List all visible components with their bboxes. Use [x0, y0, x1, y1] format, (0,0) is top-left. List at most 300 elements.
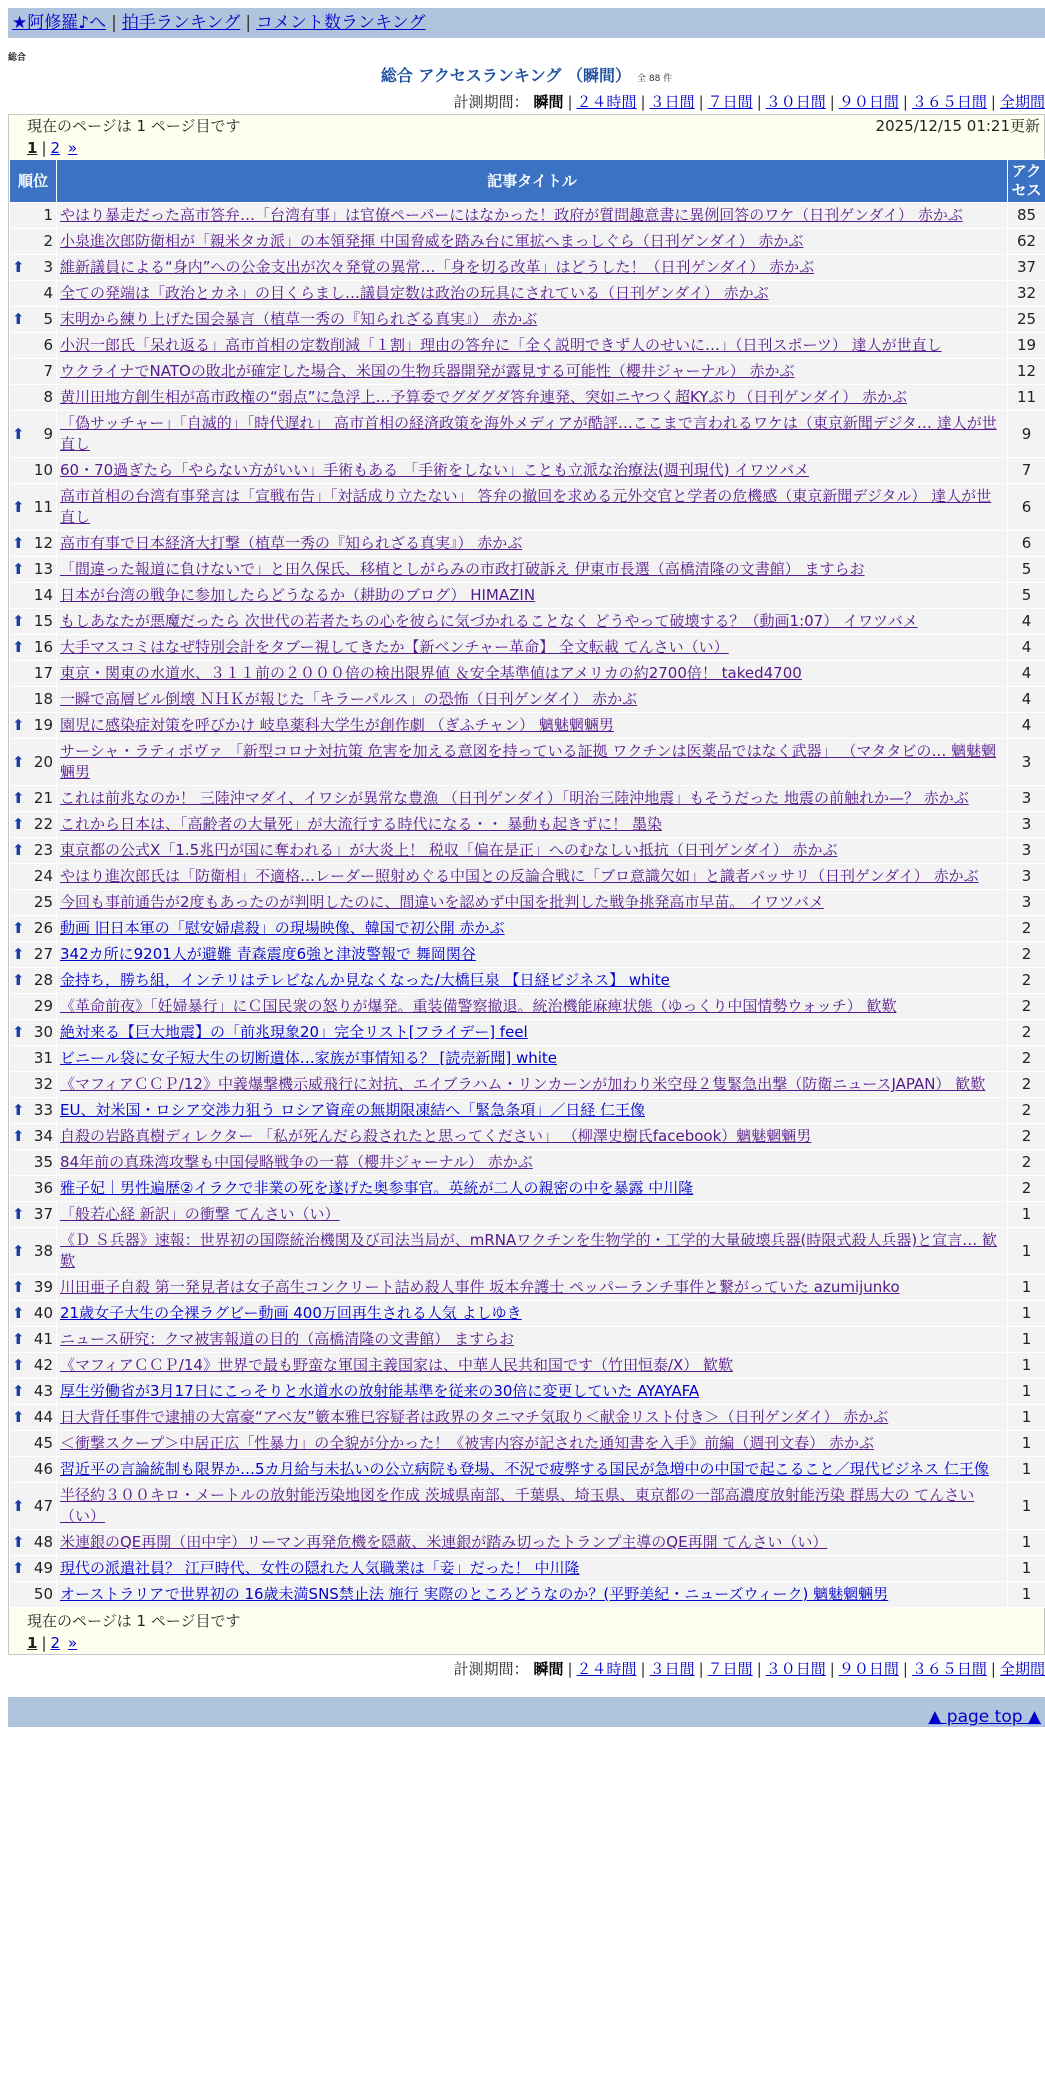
article-link[interactable]: 金持ち，勝ち組，インテリはテレビなんか見なくなった/大橋巨泉 【日経ビジネス】 white [60, 971, 670, 989]
access-count: 2 [1008, 968, 1045, 993]
article-link[interactable]: 日大背任事件で逮捕の大富豪“アベ友”籔本雅巳容疑者は政界のタニマチ気取り＜献金リスト付き＞（日刊ゲンダイ） 赤かぶ [60, 1408, 889, 1426]
ranking-heading [8, 64, 1045, 90]
access-count: 85 [1008, 203, 1045, 228]
rank-cell [10, 713, 56, 738]
access-count: 2 [1008, 1072, 1045, 1097]
period-link-365d-bottom[interactable]: ３６５日間 [911, 1660, 987, 1678]
up-arrow-icon: ⬆ [12, 1408, 25, 1426]
table-row [10, 229, 1045, 254]
access-count: 3 [1008, 890, 1045, 915]
article-link[interactable]: 今回も事前通告が2度もあったのが判明したのに、間違いを認めず中国を批判した戦争挑発高市早苗。 イワツバメ [60, 893, 824, 911]
title-cell [57, 1405, 1007, 1430]
article-link[interactable]: 「間違った報道に負けないで」と田久保氏、移植としがらみの市政打破訴え 伊東市長選（高橋清隆の文書館） ますらお [60, 560, 865, 578]
rank-number: 27 [33, 945, 53, 963]
article-link[interactable]: 黄川田地方創生相が高市政権の“弱点”に急浮上…予算委でグダグダ答弁連発、突如ニヤつく超KYぶり（日刊ゲンダイ） 赤かぶ [60, 388, 907, 406]
rank-number: 12 [33, 534, 53, 552]
access-header: アクセス [1008, 160, 1045, 202]
rank-cell [10, 687, 56, 712]
access-count: 2 [1008, 1046, 1045, 1071]
up-arrow-icon: ⬆ [12, 945, 25, 963]
article-link[interactable]: 大手マスコミはなぜ特別会計をタブー視してきたか【新ベンチャー革命】 全文転載 てんさい（い） [60, 638, 729, 656]
pager-page-2-bottom[interactable]: 2 [50, 1634, 61, 1652]
title-cell [57, 583, 1007, 608]
article-link[interactable]: 60・70過ぎたら「やらない方がいい」手術もある 「手術をしない」ことも立派な治療法(週刊現代) イワツバメ [60, 461, 810, 479]
title-cell [57, 1353, 1007, 1378]
rank-number: 8 [43, 388, 53, 406]
title-cell [57, 994, 1007, 1019]
rank-number: 47 [33, 1496, 53, 1515]
rank-header: 順位 [10, 160, 56, 202]
title-cell [57, 1530, 1007, 1555]
rank-number: 5 [43, 310, 53, 328]
rank-cell [10, 1124, 56, 1149]
article-link[interactable]: 絶対来る【巨大地震】の「前兆現象20」完全リスト[フライデー] feel [60, 1023, 528, 1041]
up-arrow-icon: ⬆ [12, 1205, 25, 1223]
article-link[interactable]: サーシャ・ラティポヴァ 「新型コロナ対抗策 危害を加える意図を持っている証拠 ワクチンは医薬品ではなく武器」 （マタタビの… 魑魅魍魎男 [60, 742, 997, 781]
rank-cell [10, 484, 56, 530]
period-selector-bottom: 計測期間： 瞬間 | ２４時間 | ３日間 | ７日間 | ３０日間 | ９０日間 | ３６５日間 | 全期間 [453, 1660, 1045, 1678]
access-count: 2 [1008, 916, 1045, 941]
access-count: 6 [1008, 484, 1045, 530]
rank-cell [10, 333, 56, 358]
access-count: 1 [1008, 1327, 1045, 1352]
rank-number: 3 [43, 258, 53, 276]
up-arrow-icon: ⬆ [12, 1127, 25, 1145]
up-arrow-icon: ⬆ [12, 716, 25, 734]
table-row [10, 1431, 1045, 1456]
rank-number: 20 [33, 752, 53, 771]
access-count: 4 [1008, 635, 1045, 660]
period-label: 計測期間： [453, 93, 529, 111]
page-top-link[interactable]: ▲ page top ▲ [928, 1707, 1041, 1727]
period-link-24h[interactable]: ２４時間 [576, 93, 637, 111]
table-row [10, 1275, 1045, 1300]
period-link-90d-bottom[interactable]: ９０日間 [838, 1660, 899, 1678]
table-row [10, 1072, 1045, 1097]
access-count: 2 [1008, 1124, 1045, 1149]
table-row [10, 333, 1045, 358]
pager-page-2[interactable]: 2 [50, 139, 61, 157]
access-count: 9 [1008, 411, 1045, 457]
access-count: 1 [1008, 1431, 1045, 1456]
comment-ranking-link[interactable]: コメント数ランキング [256, 13, 426, 33]
up-arrow-icon: ⬆ [12, 1496, 25, 1515]
pager-bottom: 1 | 2 » [27, 1634, 78, 1652]
period-label-bottom: 計測期間： [453, 1660, 529, 1678]
period-link-3d[interactable]: ３日間 [649, 93, 695, 111]
up-arrow-icon: ⬆ [12, 1304, 25, 1322]
table-row [10, 1150, 1045, 1175]
article-link[interactable]: 習近平の言論統制も限界か…5カ月給与未払いの公立病院も登場、不況で疲弊する国民が急増中の中国で起こること／現代ビジネス 仁王像 [60, 1460, 989, 1478]
article-link[interactable]: 高市首相の台湾有事発言は「宣戦布告」「対話成り立たない」 答弁の撤回を求める元外交官と学者の危機感（東京新聞デジタル） 達人が世直し [60, 487, 992, 526]
article-link[interactable]: 《革命前夜》「妊婦暴行」にＣ国民衆の怒りが爆発。重装備警察撤退。統治機能麻痺状態（ゆっくり中国情勢ウォッチ） 歓歎 [60, 997, 897, 1015]
page-title: 総合 アクセスランキング （瞬間） [380, 66, 631, 85]
clap-ranking-link[interactable]: 拍手ランキング [121, 13, 241, 33]
rank-cell [10, 359, 56, 384]
rank-cell [10, 1530, 56, 1555]
up-arrow-icon: ⬆ [12, 560, 25, 578]
rank-number: 32 [33, 1075, 53, 1093]
rank-number: 26 [33, 919, 53, 937]
title-cell [57, 1098, 1007, 1123]
rank-number: 36 [33, 1179, 53, 1197]
article-link[interactable]: ＜衝撃スクープ＞中居正広「性暴力」の全貌が分かった！《被害内容が記された通知書を入手》前編（週刊文春） 赤かぶ [60, 1434, 875, 1452]
access-count: 4 [1008, 713, 1045, 738]
rank-number: 22 [33, 815, 53, 833]
up-arrow-icon: ⬆ [12, 534, 25, 552]
up-arrow-icon: ⬆ [12, 1101, 25, 1119]
rank-cell [10, 661, 56, 686]
article-link[interactable]: 342カ所に9201人が避難 青森震度6強と津波警報で 舞岡関谷 [60, 945, 476, 963]
period-link-all[interactable]: 全期間 [999, 93, 1045, 111]
access-count: 2 [1008, 1098, 1045, 1123]
table-row [10, 1124, 1045, 1149]
title-cell [57, 1228, 1007, 1274]
table-row [10, 786, 1045, 811]
rank-cell [10, 916, 56, 941]
table-row [10, 1301, 1045, 1326]
access-count: 1 [1008, 1457, 1045, 1482]
title-cell [57, 786, 1007, 811]
page-info-bottom [9, 1610, 1044, 1632]
title-cell [57, 255, 1007, 280]
table-row [10, 1353, 1045, 1378]
title-cell [57, 916, 1007, 941]
current-page-text: 現在のページは 1 ページ目です [27, 117, 241, 135]
title-cell [57, 1556, 1007, 1581]
rank-number: 23 [33, 841, 53, 859]
access-count: 1 [1008, 1353, 1045, 1378]
title-cell [57, 1072, 1007, 1097]
access-count: 5 [1008, 583, 1045, 608]
period-selector-top: 計測期間： 瞬間 | ２４時間 | ３日間 | ７日間 | ３０日間 | ９０日間 | ３６５日間 | 全期間 [453, 93, 1045, 111]
article-link[interactable]: これは前兆なのか！ 三陸沖マダイ、イワシが異常な豊漁 （日刊ゲンダイ）「明治三陸沖地震」もそうだった 地震の前触れか—？ 赤かぶ [60, 789, 969, 807]
rank-number: 15 [33, 612, 53, 630]
article-link[interactable]: 21歳女子大生の全裸ラグビー動画 400万回再生される人気 よしゆき [60, 1304, 522, 1322]
table-row [10, 307, 1045, 332]
article-link[interactable]: 米連銀のQE再開（田中宇）リーマン再発危機を隠蔽、米連銀が踏み切ったトランプ主導のQE再開 てんさい（い） [60, 1533, 828, 1551]
access-count: 3 [1008, 812, 1045, 837]
rank-cell [10, 557, 56, 582]
up-arrow-icon: ⬆ [12, 752, 25, 771]
article-link[interactable]: 厚生労働省が3月17日にこっそりと水道水の放射能基準を従来の30倍に変更していた AYAYAFA [60, 1382, 700, 1400]
rank-number: 21 [33, 789, 53, 807]
up-arrow-icon: ⬆ [12, 841, 25, 859]
rank-number: 9 [43, 424, 53, 443]
article-link[interactable]: 雅子妃｜男性遍歴②イラクで非業の死を遂げた奥参事官。英統が二人の親密の中を暴露 中川隆 [60, 1179, 694, 1197]
title-cell [57, 557, 1007, 582]
access-count: 1 [1008, 1202, 1045, 1227]
rank-number: 46 [33, 1460, 53, 1478]
rank-cell [10, 890, 56, 915]
article-link[interactable]: 動画 旧日本軍の「慰安婦虐殺」の現場映像、韓国で初公開 赤かぶ [60, 919, 505, 937]
article-link[interactable]: 《マフィアＣＣＰ/12》中義爆撃機示威飛行に対抗、エイブラハム・リンカーンが加わり米空母２隻緊急出撃（防衛ニュースJAPAN） 歓歎 [60, 1075, 986, 1093]
access-count: 2 [1008, 1176, 1045, 1201]
table-row [10, 661, 1045, 686]
access-count: 1 [1008, 1228, 1045, 1274]
rank-cell [10, 255, 56, 280]
rank-cell [10, 1431, 56, 1456]
pager-next[interactable]: » [68, 139, 78, 157]
up-arrow-icon: ⬆ [12, 815, 25, 833]
table-row [10, 1020, 1045, 1045]
access-count: 25 [1008, 307, 1045, 332]
rank-cell [10, 583, 56, 608]
rank-number: 25 [33, 893, 53, 911]
article-link[interactable]: 「般若心経 新訳」の衝撃 てんさい（い） [60, 1205, 340, 1223]
article-link[interactable]: ウクライナでNATOの敗北が確定した場合、米国の生物兵器開発が露見する可能性（櫻井ジャーナル） 赤かぶ [60, 362, 795, 380]
rank-number: 7 [43, 362, 53, 380]
up-arrow-icon: ⬆ [12, 497, 25, 516]
rank-number: 50 [33, 1585, 53, 1603]
title-cell [57, 1582, 1007, 1607]
title-cell [57, 1202, 1007, 1227]
article-link[interactable]: 84年前の真珠湾攻撃も中国侵略戦争の一幕（櫻井ジャーナル） 赤かぶ [60, 1153, 533, 1171]
rank-cell [10, 229, 56, 254]
article-link[interactable]: ビニール袋に女子短大生の切断遺体…家族が事情知る？ [読売新聞] white [60, 1049, 557, 1067]
rank-cell [10, 1275, 56, 1300]
period-link-90d[interactable]: ９０日間 [838, 93, 899, 111]
category-tag: 総合 [8, 53, 27, 63]
rank-cell [10, 1020, 56, 1045]
asyura-home-link[interactable]: ★阿修羅♪へ [12, 13, 107, 33]
rank-number: 42 [33, 1356, 53, 1374]
table-row [10, 916, 1045, 941]
article-link[interactable]: 高市有事で日本経済大打撃（植草一秀の『知られざる真実』） 赤かぶ [60, 534, 523, 552]
pager-current: 1 [27, 139, 38, 157]
article-link[interactable]: 小沢一郎氏「呆れ返る」高市首相の定数削減「１割」理由の答弁に「全く説明できず人のせいに…」（日刊スポーツ） 達人が世直し [60, 336, 942, 354]
up-arrow-icon: ⬆ [12, 971, 25, 989]
rank-number: 2 [43, 232, 53, 250]
up-arrow-icon: ⬆ [12, 1533, 25, 1551]
article-link[interactable]: オーストラリアで世界初の 16歳未満SNS禁止法 施行 実際のところどうなのか？(平野美紀・ニューズウィーク) 魑魅魍魎男 [60, 1585, 889, 1603]
rank-cell [10, 838, 56, 863]
title-cell [57, 1275, 1007, 1300]
title-cell [57, 661, 1007, 686]
table-row [10, 739, 1045, 785]
table-row [10, 255, 1045, 280]
title-cell [57, 1046, 1007, 1071]
article-link[interactable]: 川田亜子自殺 第一発見者は女子高生コンクリート詰め殺人事件 坂本弁護士 ペッパーランチ事件と繋がっていた azumijunko [60, 1278, 900, 1296]
access-count: 2 [1008, 942, 1045, 967]
rank-cell [10, 1457, 56, 1482]
title-cell [57, 1150, 1007, 1175]
table-row [10, 557, 1045, 582]
table-row [10, 864, 1045, 889]
title-cell [57, 203, 1007, 228]
pager-next-bottom[interactable]: » [68, 1634, 78, 1652]
table-row [10, 1098, 1045, 1123]
table-row [10, 1582, 1045, 1607]
period-link-365d[interactable]: ３６５日間 [911, 93, 987, 111]
rank-cell [10, 1202, 56, 1227]
title-cell [57, 411, 1007, 457]
rank-cell [10, 968, 56, 993]
article-link[interactable]: 自殺の岩路真樹ディレクター 「私が死んだら殺されたと思ってください」 （柳澤史樹氏facebook）魑魅魍魎男 [60, 1127, 812, 1145]
rank-number: 41 [33, 1330, 53, 1348]
access-count: 1 [1008, 1556, 1045, 1581]
article-link[interactable]: 維新議員による“身内”への公金支出が次々発覚の異常…「身を切る改革」はどうした！（日刊ゲンダイ） 赤かぶ [60, 258, 815, 276]
article-link[interactable]: 《マフィアＣＣＰ/14》世界で最も野蛮な軍国主義国家は、中華人民共和国です（竹田恒泰/X） 歓歎 [60, 1356, 734, 1374]
access-count: 1 [1008, 1530, 1045, 1555]
updated-time: 2025/12/15 01:21更新 [875, 117, 1040, 135]
table-row [10, 994, 1045, 1019]
ranking-table [9, 159, 1045, 1608]
title-cell [57, 359, 1007, 384]
rank-cell [10, 1228, 56, 1274]
table-row [10, 1483, 1045, 1529]
period-current-bottom: 瞬間 [533, 1660, 564, 1678]
access-count: 1 [1008, 1405, 1045, 1430]
top-nav-bar: ★阿修羅♪へ | 拍手ランキング | コメント数ランキング [8, 8, 1045, 38]
access-count: 11 [1008, 385, 1045, 410]
article-link[interactable]: 東京都の公式X「1.5兆円が国に奪われる」が大炎上！ 税収「偏在是正」へのむなしい抵抗（日刊ゲンダイ） 赤かぶ [60, 841, 838, 859]
rank-cell [10, 281, 56, 306]
article-link[interactable]: 現代の派遣社員？ 江戸時代、女性の隠れた人気職業は「妾」だった！ 中川隆 [60, 1559, 580, 1577]
access-count: 3 [1008, 786, 1045, 811]
access-count: 3 [1008, 739, 1045, 785]
title-cell [57, 609, 1007, 634]
period-link-30d[interactable]: ３０日間 [765, 93, 826, 111]
rank-number: 14 [33, 586, 53, 604]
article-link[interactable]: やはり進次郎氏は「防衛相」不適格…レーダー照射めぐる中国との反論合戦に「ブロ意識欠如」と識者バッサリ（日刊ゲンダイ） 赤かぶ [60, 867, 979, 885]
rank-cell [10, 786, 56, 811]
title-cell [57, 531, 1007, 556]
article-link[interactable]: 末明から練り上げた国会暴言（植草一秀の『知られざる真実』） 赤かぶ [60, 310, 538, 328]
table-row [10, 713, 1045, 738]
up-arrow-icon: ⬆ [12, 919, 25, 937]
period-current: 瞬間 [533, 93, 564, 111]
rank-cell [10, 1098, 56, 1123]
access-count: 5 [1008, 557, 1045, 582]
rank-cell [10, 385, 56, 410]
title-cell [57, 1176, 1007, 1201]
up-arrow-icon: ⬆ [12, 789, 25, 807]
table-row [10, 484, 1045, 530]
rank-cell [10, 739, 56, 785]
article-link[interactable]: これから日本は、「高齢者の大量死」が大流行する時代になる・・ 暴動も起きずに！ 墨染 [60, 815, 663, 833]
article-link[interactable]: 園児に感染症対策を呼びかけ 岐阜薬科大学生が創作劇 （ぎふチャン） 魑魅魍魎男 [60, 716, 614, 734]
up-arrow-icon: ⬆ [12, 612, 25, 630]
title-cell [57, 739, 1007, 785]
rank-cell [10, 942, 56, 967]
up-arrow-icon: ⬆ [12, 638, 25, 656]
bottom-bar [8, 1697, 1045, 1727]
title-cell [57, 1124, 1007, 1149]
rank-cell [10, 1176, 56, 1201]
table-row [10, 1202, 1045, 1227]
pager-current-bottom: 1 [27, 1634, 38, 1652]
title-cell [57, 1327, 1007, 1352]
table-row [10, 531, 1045, 556]
access-count: 62 [1008, 229, 1045, 254]
period-link-24h-bottom[interactable]: ２４時間 [576, 1660, 637, 1678]
rank-number: 38 [33, 1241, 53, 1260]
rank-number: 6 [43, 336, 53, 354]
total-count: 全 88 件 [637, 74, 673, 84]
title-cell [57, 968, 1007, 993]
rank-number: 11 [33, 497, 53, 516]
rank-number: 44 [33, 1408, 53, 1426]
access-count: 32 [1008, 281, 1045, 306]
rank-number: 37 [33, 1205, 53, 1223]
period-link-3d-bottom[interactable]: ３日間 [649, 1660, 695, 1678]
access-count: 2 [1008, 994, 1045, 1019]
article-link[interactable]: 小泉進次郎防衛相が「親米タカ派」の本領発揮 中国脅威を踏み台に軍拡へまっしぐら（日刊ゲンダイ） 赤かぶ [60, 232, 804, 250]
period-link-all-bottom[interactable]: 全期間 [999, 1660, 1045, 1678]
title-cell [57, 1457, 1007, 1482]
rank-number: 30 [33, 1023, 53, 1041]
table-row [10, 942, 1045, 967]
access-count: 2 [1008, 1150, 1045, 1175]
table-row [10, 838, 1045, 863]
table-row [10, 1556, 1045, 1581]
period-link-30d-bottom[interactable]: ３０日間 [765, 1660, 826, 1678]
article-link[interactable]: 全ての発端は「政治とカネ」の目くらまし…議員定数は政治の玩具にされている（日刊ゲンダイ） 赤かぶ [60, 284, 769, 302]
ranking-body [10, 203, 1045, 1607]
rank-number: 29 [33, 997, 53, 1015]
table-row [10, 1176, 1045, 1201]
access-count: 1 [1008, 1379, 1045, 1404]
rank-cell [10, 864, 56, 889]
article-link[interactable]: 日本が台湾の戦争に参加したらどうなるか（耕助のブログ） HIMAZIN [60, 586, 536, 604]
rank-cell [10, 1046, 56, 1071]
access-count: 4 [1008, 661, 1045, 686]
title-cell [57, 942, 1007, 967]
access-count: 12 [1008, 359, 1045, 384]
rank-number: 1 [43, 206, 53, 224]
title-cell [57, 281, 1007, 306]
article-link[interactable]: ニュース研究：クマ被害報道の目的（高橋清隆の文書館） ますらお [60, 1330, 515, 1348]
title-cell [57, 864, 1007, 889]
article-link[interactable]: もしあなたが悪魔だったら 次世代の若者たちの心を彼らに気づかれることなく どうやって破壊する？（動画1:07） イワツバメ [60, 612, 918, 630]
rank-cell [10, 1556, 56, 1581]
table-row [10, 1046, 1045, 1071]
rank-cell [10, 609, 56, 634]
rank-cell [10, 1405, 56, 1430]
period-link-7d-bottom[interactable]: ７日間 [707, 1660, 753, 1678]
table-row [10, 583, 1045, 608]
title-cell [57, 385, 1007, 410]
table-row [10, 1327, 1045, 1352]
rank-number: 49 [33, 1559, 53, 1577]
access-count: 1 [1008, 1275, 1045, 1300]
rank-cell [10, 994, 56, 1019]
rank-number: 17 [33, 664, 53, 682]
pager-top: 1 | 2 » [27, 139, 78, 157]
table-row [10, 1457, 1045, 1482]
title-cell [57, 458, 1007, 483]
up-arrow-icon: ⬆ [12, 1559, 25, 1577]
article-link[interactable]: EU、対米国・ロシア交渉力狙う ロシア資産の無期限凍結へ「緊急条項」／日経 仁王像 [60, 1101, 645, 1119]
period-link-7d[interactable]: ７日間 [707, 93, 753, 111]
article-link[interactable]: 「偽サッチャー」「自滅的」「時代遅れ」 高市首相の経済政策を海外メディアが酷評…ここまで言われるワケは（東京新聞デジタ… 達人が世直し [60, 414, 997, 453]
rank-number: 45 [33, 1434, 53, 1452]
rank-number: 13 [33, 560, 53, 578]
article-link[interactable]: 一瞬で高層ビル倒壊 ＮＨＫが報じた「キラーパルス」の恐怖（日刊ゲンダイ） 赤かぶ [60, 690, 638, 708]
article-link[interactable]: 半径約３００キロ・メートルの放射能汚染地図を作成 茨城県南部、千葉県、埼玉県、東京都の一部高濃度放射能汚染 群馬大の てんさい（い） [60, 1486, 975, 1525]
title-cell [57, 229, 1007, 254]
title-cell [57, 1020, 1007, 1045]
access-count: 37 [1008, 255, 1045, 280]
article-link[interactable]: やはり暴走だった高市答弁…「台湾有事」は官僚ペーパーにはなかった！政府が質問趣意書に異例回答のワケ（日刊ゲンダイ） 赤かぶ [60, 206, 963, 224]
rank-number: 39 [33, 1278, 53, 1296]
article-link[interactable]: 《Ｄ Ｓ兵器》速報：世界初の国際統治機関及び司法当局が、mRNAワクチンを生物学的・工学的大量破壊兵器(時限式殺人兵器)と宣言… 歓歎 [60, 1231, 998, 1270]
rank-number: 4 [43, 284, 53, 302]
article-link[interactable]: 東京・関東の水道水、３１１前の２０００倍の検出限界値 ＆安全基準値はアメリカの約2700倍！ taked4700 [60, 664, 802, 682]
rank-number: 34 [33, 1127, 53, 1145]
access-count: 1 [1008, 1483, 1045, 1529]
